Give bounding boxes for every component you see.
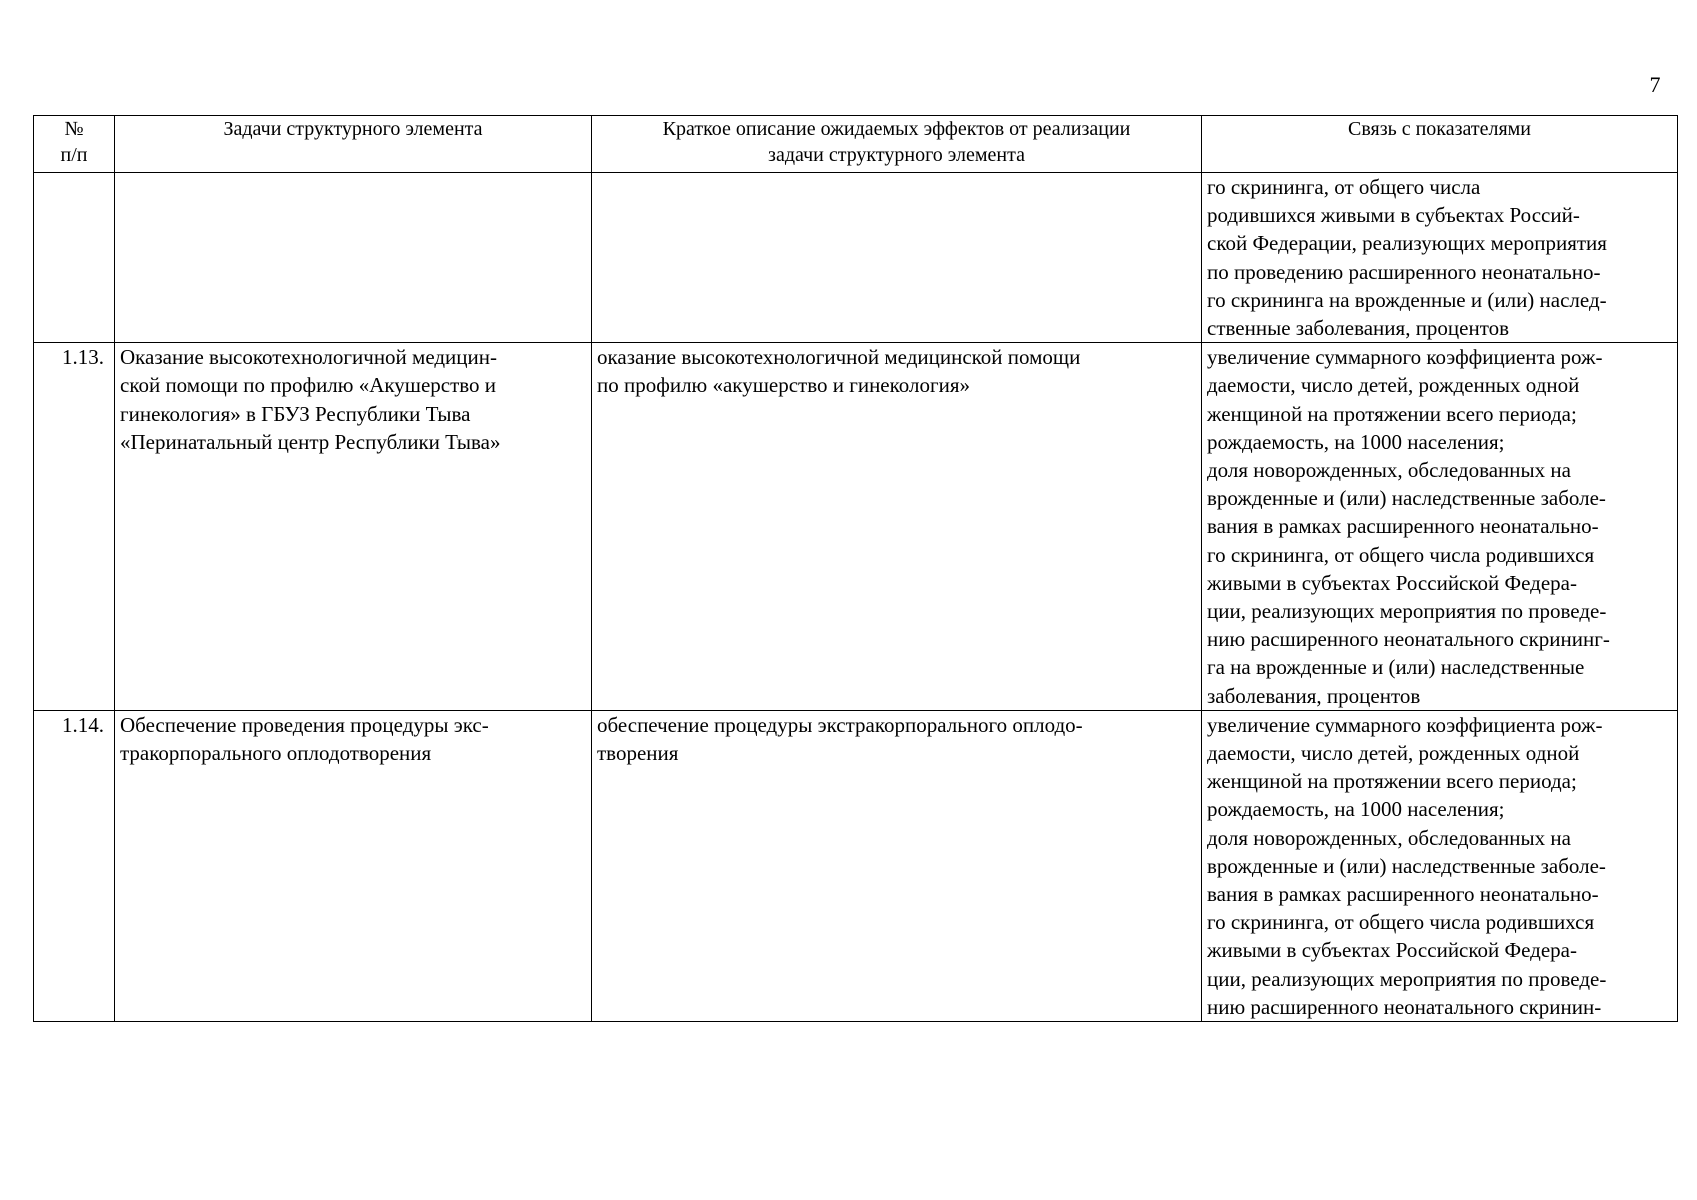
- text-line: родившихся живыми в субъектах Россий-: [1207, 203, 1580, 228]
- header-effects: [592, 116, 1202, 173]
- row-number: 1.14.: [34, 710, 115, 1021]
- text-line: ции, реализующих мероприятия по проведе-: [1207, 966, 1607, 991]
- text-line: Обеспечение проведения процедуры экс-: [120, 712, 489, 737]
- text-line: даемости, число детей, рожденных одной: [1207, 373, 1580, 398]
- text-line: женщиной на протяжении всего периода;: [1207, 401, 1577, 426]
- row-indicators: [1202, 710, 1678, 1021]
- row-effect: [592, 343, 1202, 711]
- text-line: Связь с показателями: [1347, 118, 1532, 140]
- text-line: ской Федерации, реализующих мероприятия: [1207, 231, 1607, 256]
- text-line: го скрининга, от общего числа: [1207, 175, 1481, 199]
- text-line: го скрининга на врожденные и (или) наслед-: [1207, 287, 1607, 312]
- text-line: вания в рамках расширенного неонатально-: [1207, 882, 1599, 907]
- text-line: доля новорожденных, обследованных на: [1207, 458, 1571, 483]
- text-line: го скрининга, от общего числа родившихся: [1207, 910, 1595, 935]
- text-line: вания в рамках расширенного неонатально-: [1207, 514, 1599, 539]
- header-number: [34, 116, 115, 173]
- header-tasks: [115, 116, 592, 173]
- text-line: оказание высокотехнологичной медицинской помощи: [597, 345, 1081, 370]
- text-line: доля новорожденных, обследованных на: [1207, 825, 1571, 850]
- text-line: Задачи структурного элемента: [223, 118, 483, 140]
- text-line: даемости, число детей, рожденных одной: [1207, 741, 1580, 766]
- text-line: ственные заболевания, процентов: [1207, 316, 1510, 341]
- row-indicators: [1202, 173, 1678, 343]
- row-indicators: [1202, 343, 1678, 711]
- text-line: п/п: [60, 144, 88, 166]
- text-line: по проведению расширенного неонатально-: [1207, 259, 1601, 284]
- table-row: [34, 173, 1678, 343]
- header-indicators: [1202, 116, 1678, 173]
- table-row: [34, 710, 1678, 1021]
- row-effect: [592, 710, 1202, 1021]
- text-line: №: [64, 118, 84, 140]
- row-task: [115, 343, 592, 711]
- table-header-row: [34, 116, 1678, 173]
- text-line: нию расширенного неонатального скринин-: [1207, 994, 1602, 1019]
- text-line: ской помощи по профилю «Акушерство и: [120, 373, 497, 398]
- text-line: живыми в субъектах Российской Федера-: [1207, 938, 1577, 963]
- row-task: [115, 710, 592, 1021]
- text-line: врожденные и (или) наследственные заболе-: [1207, 486, 1606, 511]
- text-line: Оказание высокотехнологичной медицин-: [120, 345, 498, 370]
- text-line: нию расширенного неонатального скрининг-: [1207, 627, 1610, 652]
- text-line: «Перинатальный центр Республики Тыва»: [120, 429, 501, 454]
- indicator-table: [33, 115, 1678, 1022]
- text-line: врожденные и (или) наследственные заболе-: [1207, 853, 1606, 878]
- text-line: увеличение суммарного коэффициента рож-: [1207, 345, 1603, 370]
- text-line: ции, реализующих мероприятия по проведе-: [1207, 599, 1607, 624]
- text-line: рождаемость, на 1000 населения;: [1207, 797, 1505, 822]
- text-line: творения: [597, 741, 679, 766]
- row-task: [115, 173, 592, 343]
- text-line: Краткое описание ожидаемых эффектов от реализации: [662, 118, 1131, 140]
- text-line: обеспечение процедуры экстракорпорального оплодо-: [597, 712, 1083, 737]
- text-line: гинекология» в ГБУЗ Республики Тыва: [120, 401, 471, 426]
- text-line: тракорпорального оплодотворения: [120, 741, 432, 766]
- text-line: заболевания, процентов: [1207, 683, 1421, 708]
- text-line: увеличение суммарного коэффициента рож-: [1207, 712, 1603, 737]
- row-effect: [592, 173, 1202, 343]
- row-number: 1.13.: [34, 343, 115, 711]
- text-line: га на врожденные и (или) наследственные: [1207, 655, 1585, 680]
- row-number: [34, 173, 115, 343]
- text-line: го скрининга, от общего числа родившихся: [1207, 542, 1595, 567]
- text-line: по профилю «акушерство и гинекология»: [597, 373, 970, 398]
- table-row: [34, 343, 1678, 711]
- text-line: живыми в субъектах Российской Федера-: [1207, 570, 1577, 595]
- page-number: 7: [1649, 72, 1661, 97]
- text-line: женщиной на протяжении всего периода;: [1207, 769, 1577, 794]
- text-line: рождаемость, на 1000 населения;: [1207, 429, 1505, 454]
- text-line: задачи структурного элемента: [768, 144, 1025, 166]
